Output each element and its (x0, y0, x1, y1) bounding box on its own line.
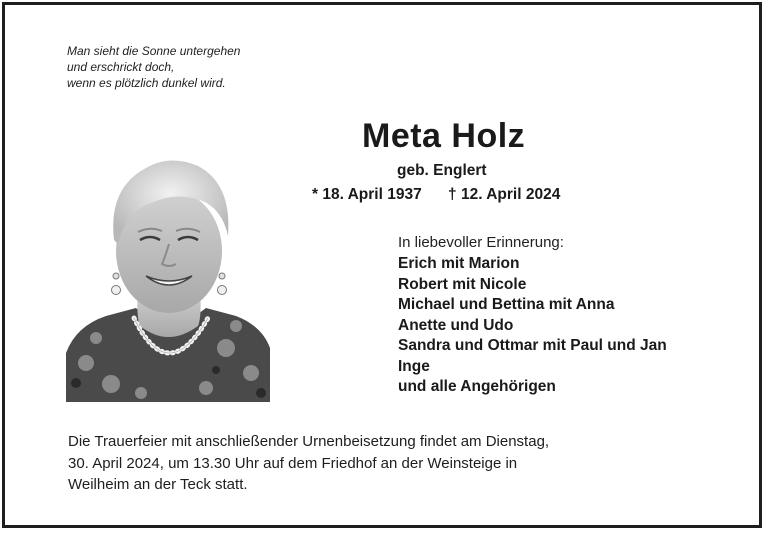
life-dates (312, 186, 560, 204)
mourners-list (398, 232, 667, 398)
mourner-name: Erich mit Marion (398, 255, 520, 272)
mourner-name: Inge (398, 357, 430, 375)
service-line: Die Trauerfeier mit anschließender Urnenbeisetzung findet am Dienstag, (68, 433, 550, 450)
service-line: 30. April 2024, um 13.30 Uhr auf dem Friedhof an der Weinsteige in (68, 454, 518, 472)
service-line: Weilheim an der Teck statt. (68, 476, 248, 493)
funeral-service-notice (68, 431, 549, 496)
poem-line: Man sieht die Sonne untergehen (67, 44, 241, 58)
mourner-name: und alle Angehörigen (398, 378, 556, 395)
poem-line: und erschrickt doch, (67, 60, 175, 74)
poem-line: wenn es plötzlich dunkel wird. (67, 76, 226, 90)
deceased-name: Meta Holz (362, 117, 526, 155)
mourner-name: Anette und Udo (398, 316, 514, 334)
mourners-intro: In liebevoller Erinnerung: (398, 234, 564, 251)
mourner-name: Sandra und Ottmar mit Paul und Jan (398, 337, 667, 354)
portrait-photo (66, 148, 270, 402)
death-date: † 12. April 2024 (448, 186, 561, 203)
mourner-name: Robert mit Nicole (398, 275, 527, 293)
birth-date: * 18. April 1937 (312, 186, 422, 203)
memorial-poem (67, 43, 240, 91)
maiden-name: geb. Englert (397, 162, 487, 179)
mourner-name: Michael und Bettina mit Anna (398, 296, 615, 313)
